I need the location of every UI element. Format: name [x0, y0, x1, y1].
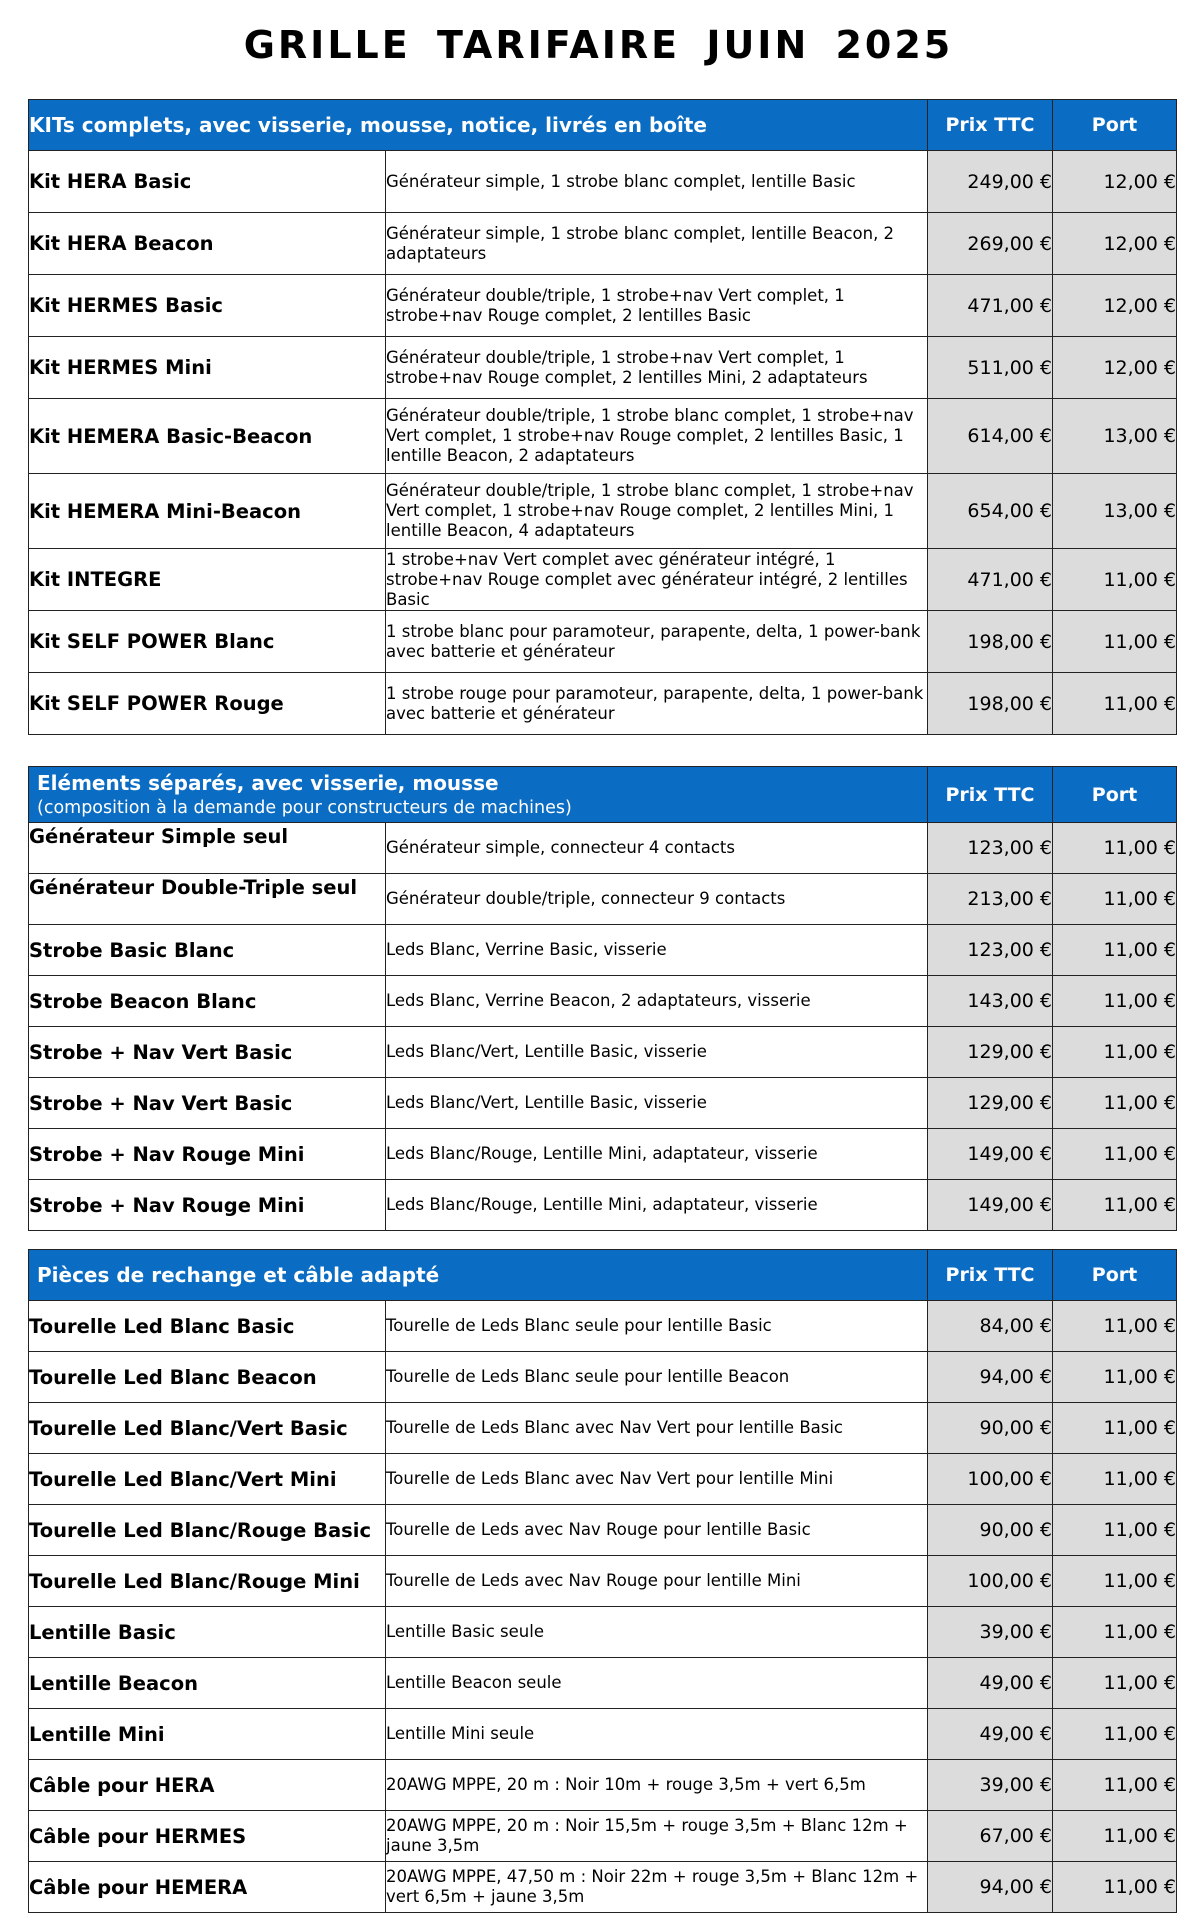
shipping-price: 13,00 € — [1053, 474, 1177, 549]
product-description: 20AWG MPPE, 20 m : Noir 10m + rouge 3,5m + vert 6,5m — [386, 1760, 928, 1811]
shipping-price: 11,00 € — [1053, 1556, 1177, 1607]
product-description: Générateur simple, 1 strobe blanc complet, lentille Basic — [386, 151, 928, 213]
product-price: 49,00 € — [928, 1658, 1053, 1709]
table-row — [29, 1607, 1177, 1658]
shipping-price: 11,00 € — [1053, 1352, 1177, 1403]
table-row — [29, 1078, 1177, 1129]
product-description: Tourelle de Leds Blanc avec Nav Vert pour lentille Mini — [386, 1454, 928, 1505]
product-price: 471,00 € — [928, 549, 1053, 611]
product-name: Tourelle Led Blanc Basic — [29, 1301, 386, 1352]
product-price: 123,00 € — [928, 925, 1053, 976]
product-price: 654,00 € — [928, 474, 1053, 549]
shipping-price: 11,00 € — [1053, 1505, 1177, 1556]
product-price: 213,00 € — [928, 874, 1053, 925]
shipping-price: 11,00 € — [1053, 1862, 1177, 1913]
product-description: Tourelle de Leds Blanc seule pour lentille Beacon — [386, 1352, 928, 1403]
product-name: Kit INTEGRE — [29, 549, 386, 611]
product-price: 67,00 € — [928, 1811, 1053, 1862]
product-name: Strobe Basic Blanc — [29, 925, 386, 976]
elements-table — [28, 766, 1177, 1231]
product-description: Leds Blanc/Vert, Lentille Basic, visserie — [386, 1078, 928, 1129]
product-description: Générateur double/triple, 1 strobe+nav Vert complet, 1 strobe+nav Rouge complet, 2 lentilles Basic — [386, 275, 928, 337]
product-price: 149,00 € — [928, 1180, 1053, 1231]
product-description: Tourelle de Leds Blanc seule pour lentille Basic — [386, 1301, 928, 1352]
product-price: 39,00 € — [928, 1607, 1053, 1658]
table-row — [29, 1811, 1177, 1862]
table-row — [29, 611, 1177, 673]
table-row — [29, 976, 1177, 1027]
section-title: KITs complets, avec visserie, mousse, notice, livrés en boîte — [29, 100, 928, 151]
product-description: Leds Blanc/Vert, Lentille Basic, visserie — [386, 1027, 928, 1078]
section-header — [29, 767, 928, 823]
product-name: Strobe Beacon Blanc — [29, 976, 386, 1027]
product-name: Lentille Beacon — [29, 1658, 386, 1709]
product-price: 100,00 € — [928, 1556, 1053, 1607]
product-name: Tourelle Led Blanc Beacon — [29, 1352, 386, 1403]
product-description: 20AWG MPPE, 47,50 m : Noir 22m + rouge 3,5m + Blanc 12m + vert 6,5m + jaune 3,5m — [386, 1862, 928, 1913]
product-price: 39,00 € — [928, 1760, 1053, 1811]
product-description: Lentille Mini seule — [386, 1709, 928, 1760]
table-row — [29, 474, 1177, 549]
table-row — [29, 823, 1177, 874]
table-row — [29, 925, 1177, 976]
product-price: 90,00 € — [928, 1505, 1053, 1556]
port-column-header: Port — [1053, 1250, 1177, 1301]
product-price: 198,00 € — [928, 673, 1053, 735]
table-row — [29, 1454, 1177, 1505]
shipping-price: 11,00 € — [1053, 1760, 1177, 1811]
section-subtitle: (composition à la demande pour constructeurs de machines) — [37, 798, 572, 818]
product-description: Leds Blanc, Verrine Beacon, 2 adaptateurs, visserie — [386, 976, 928, 1027]
spare-parts-table — [28, 1249, 1177, 1913]
product-price: 90,00 € — [928, 1403, 1053, 1454]
table-row — [29, 337, 1177, 399]
product-description: 20AWG MPPE, 20 m : Noir 15,5m + rouge 3,5m + Blanc 12m + jaune 3,5m — [386, 1811, 928, 1862]
table-row — [29, 1403, 1177, 1454]
product-name: Kit HERA Beacon — [29, 213, 386, 275]
table-row — [29, 399, 1177, 474]
product-description: Leds Blanc/Rouge, Lentille Mini, adaptateur, visserie — [386, 1180, 928, 1231]
table-row — [29, 1760, 1177, 1811]
table-row — [29, 1027, 1177, 1078]
shipping-price: 11,00 € — [1053, 874, 1177, 925]
shipping-price: 11,00 € — [1053, 1454, 1177, 1505]
product-description: Générateur simple, 1 strobe blanc complet, lentille Beacon, 2 adaptateurs — [386, 213, 928, 275]
product-name: Strobe + Nav Rouge Mini — [29, 1129, 386, 1180]
kits-table — [28, 99, 1177, 735]
product-price: 100,00 € — [928, 1454, 1053, 1505]
product-name: Tourelle Led Blanc/Vert Mini — [29, 1454, 386, 1505]
product-name: Strobe + Nav Rouge Mini — [29, 1180, 386, 1231]
product-name: Câble pour HERA — [29, 1760, 386, 1811]
table-row — [29, 151, 1177, 213]
product-name: Lentille Mini — [29, 1709, 386, 1760]
product-name: Câble pour HEMERA — [29, 1862, 386, 1913]
page-title: GRILLE TARIFAIRE JUIN 2025 — [243, 23, 954, 67]
table-row — [29, 1129, 1177, 1180]
product-price: 149,00 € — [928, 1129, 1053, 1180]
product-price: 129,00 € — [928, 1027, 1053, 1078]
product-price: 511,00 € — [928, 337, 1053, 399]
shipping-price: 11,00 € — [1053, 1027, 1177, 1078]
shipping-price: 12,00 € — [1053, 213, 1177, 275]
shipping-price: 11,00 € — [1053, 1129, 1177, 1180]
product-price: 129,00 € — [928, 1078, 1053, 1129]
section-title: Eléments séparés, avec visserie, mousse — [37, 771, 499, 795]
shipping-price: 11,00 € — [1053, 611, 1177, 673]
product-price: 614,00 € — [928, 399, 1053, 474]
product-price: 471,00 € — [928, 275, 1053, 337]
product-name: Kit HEMERA Basic-Beacon — [29, 399, 386, 474]
product-name: Kit HERA Basic — [29, 151, 386, 213]
product-description: Générateur double/triple, 1 strobe+nav Vert complet, 1 strobe+nav Rouge complet, 2 lentilles Mini, 2 adaptateurs — [386, 337, 928, 399]
shipping-price: 11,00 € — [1053, 549, 1177, 611]
product-name: Kit SELF POWER Blanc — [29, 611, 386, 673]
product-name: Tourelle Led Blanc/Rouge Basic — [29, 1505, 386, 1556]
product-price: 123,00 € — [928, 823, 1053, 874]
shipping-price: 12,00 € — [1053, 151, 1177, 213]
product-price: 249,00 € — [928, 151, 1053, 213]
table-row — [29, 549, 1177, 611]
product-description: Tourelle de Leds avec Nav Rouge pour lentille Basic — [386, 1505, 928, 1556]
shipping-price: 11,00 € — [1053, 1811, 1177, 1862]
product-name: Tourelle Led Blanc/Rouge Mini — [29, 1556, 386, 1607]
port-column-header: Port — [1053, 767, 1177, 823]
shipping-price: 12,00 € — [1053, 337, 1177, 399]
price-column-header: Prix TTC — [928, 767, 1053, 823]
product-name: Câble pour HERMES — [29, 1811, 386, 1862]
table-row — [29, 1180, 1177, 1231]
product-price: 269,00 € — [928, 213, 1053, 275]
table-row — [29, 1709, 1177, 1760]
product-description: Générateur double/triple, 1 strobe blanc complet, 1 strobe+nav Vert complet, 1 strobe+nav Rouge complet, 2 lentilles Basic, 1 lentille Beacon, 2 adaptateurs — [386, 399, 928, 474]
product-name: Strobe + Nav Vert Basic — [29, 1078, 386, 1129]
shipping-price: 12,00 € — [1053, 275, 1177, 337]
product-description: Générateur double/triple, 1 strobe blanc complet, 1 strobe+nav Vert complet, 1 strobe+nav Rouge complet, 2 lentilles Mini, 1 lentille Beacon, 4 adaptateurs — [386, 474, 928, 549]
product-name: Tourelle Led Blanc/Vert Basic — [29, 1403, 386, 1454]
product-description: Tourelle de Leds Blanc avec Nav Vert pour lentille Basic — [386, 1403, 928, 1454]
shipping-price: 11,00 € — [1053, 1607, 1177, 1658]
product-name: Strobe + Nav Vert Basic — [29, 1027, 386, 1078]
product-description: Lentille Beacon seule — [386, 1658, 928, 1709]
product-name: Kit SELF POWER Rouge — [29, 673, 386, 735]
product-description: Générateur double/triple, connecteur 9 contacts — [386, 874, 928, 925]
shipping-price: 11,00 € — [1053, 673, 1177, 735]
shipping-price: 11,00 € — [1053, 1301, 1177, 1352]
shipping-price: 11,00 € — [1053, 1403, 1177, 1454]
port-column-header: Port — [1053, 100, 1177, 151]
product-name: Kit HERMES Mini — [29, 337, 386, 399]
table-row — [29, 275, 1177, 337]
table-row — [29, 1556, 1177, 1607]
product-description: Générateur simple, connecteur 4 contacts — [386, 823, 928, 874]
product-price: 143,00 € — [928, 976, 1053, 1027]
section-title: Pièces de rechange et câble adapté — [29, 1250, 928, 1301]
shipping-price: 11,00 € — [1053, 823, 1177, 874]
product-description: Leds Blanc/Rouge, Lentille Mini, adaptateur, visserie — [386, 1129, 928, 1180]
shipping-price: 11,00 € — [1053, 1709, 1177, 1760]
table-row — [29, 874, 1177, 925]
product-name: Lentille Basic — [29, 1607, 386, 1658]
product-name: Kit HERMES Basic — [29, 275, 386, 337]
table-row — [29, 1658, 1177, 1709]
table-row — [29, 673, 1177, 735]
product-description: Lentille Basic seule — [386, 1607, 928, 1658]
table-row — [29, 213, 1177, 275]
product-price: 49,00 € — [928, 1709, 1053, 1760]
product-price: 94,00 € — [928, 1862, 1053, 1913]
price-column-header: Prix TTC — [928, 100, 1053, 151]
table-row — [29, 1505, 1177, 1556]
product-price: 94,00 € — [928, 1352, 1053, 1403]
table-row — [29, 1862, 1177, 1913]
price-column-header: Prix TTC — [928, 1250, 1053, 1301]
product-description: 1 strobe rouge pour paramoteur, parapente, delta, 1 power-bank avec batterie et générateur — [386, 673, 928, 735]
shipping-price: 11,00 € — [1053, 1180, 1177, 1231]
product-description: Tourelle de Leds avec Nav Rouge pour lentille Mini — [386, 1556, 928, 1607]
product-price: 198,00 € — [928, 611, 1053, 673]
shipping-price: 13,00 € — [1053, 399, 1177, 474]
shipping-price: 11,00 € — [1053, 1078, 1177, 1129]
product-description: 1 strobe+nav Vert complet avec générateur intégré, 1 strobe+nav Rouge complet avec générateur intégré, 2 lentilles Basic — [386, 549, 928, 611]
product-name: Générateur Simple seul — [29, 823, 386, 874]
product-description: 1 strobe blanc pour paramoteur, parapente, delta, 1 power-bank avec batterie et générateur — [386, 611, 928, 673]
product-name: Générateur Double-Triple seul — [29, 874, 386, 925]
shipping-price: 11,00 € — [1053, 1658, 1177, 1709]
product-price: 84,00 € — [928, 1301, 1053, 1352]
product-description: Leds Blanc, Verrine Basic, visserie — [386, 925, 928, 976]
table-row — [29, 1352, 1177, 1403]
table-row — [29, 1301, 1177, 1352]
product-name: Kit HEMERA Mini-Beacon — [29, 474, 386, 549]
shipping-price: 11,00 € — [1053, 976, 1177, 1027]
shipping-price: 11,00 € — [1053, 925, 1177, 976]
